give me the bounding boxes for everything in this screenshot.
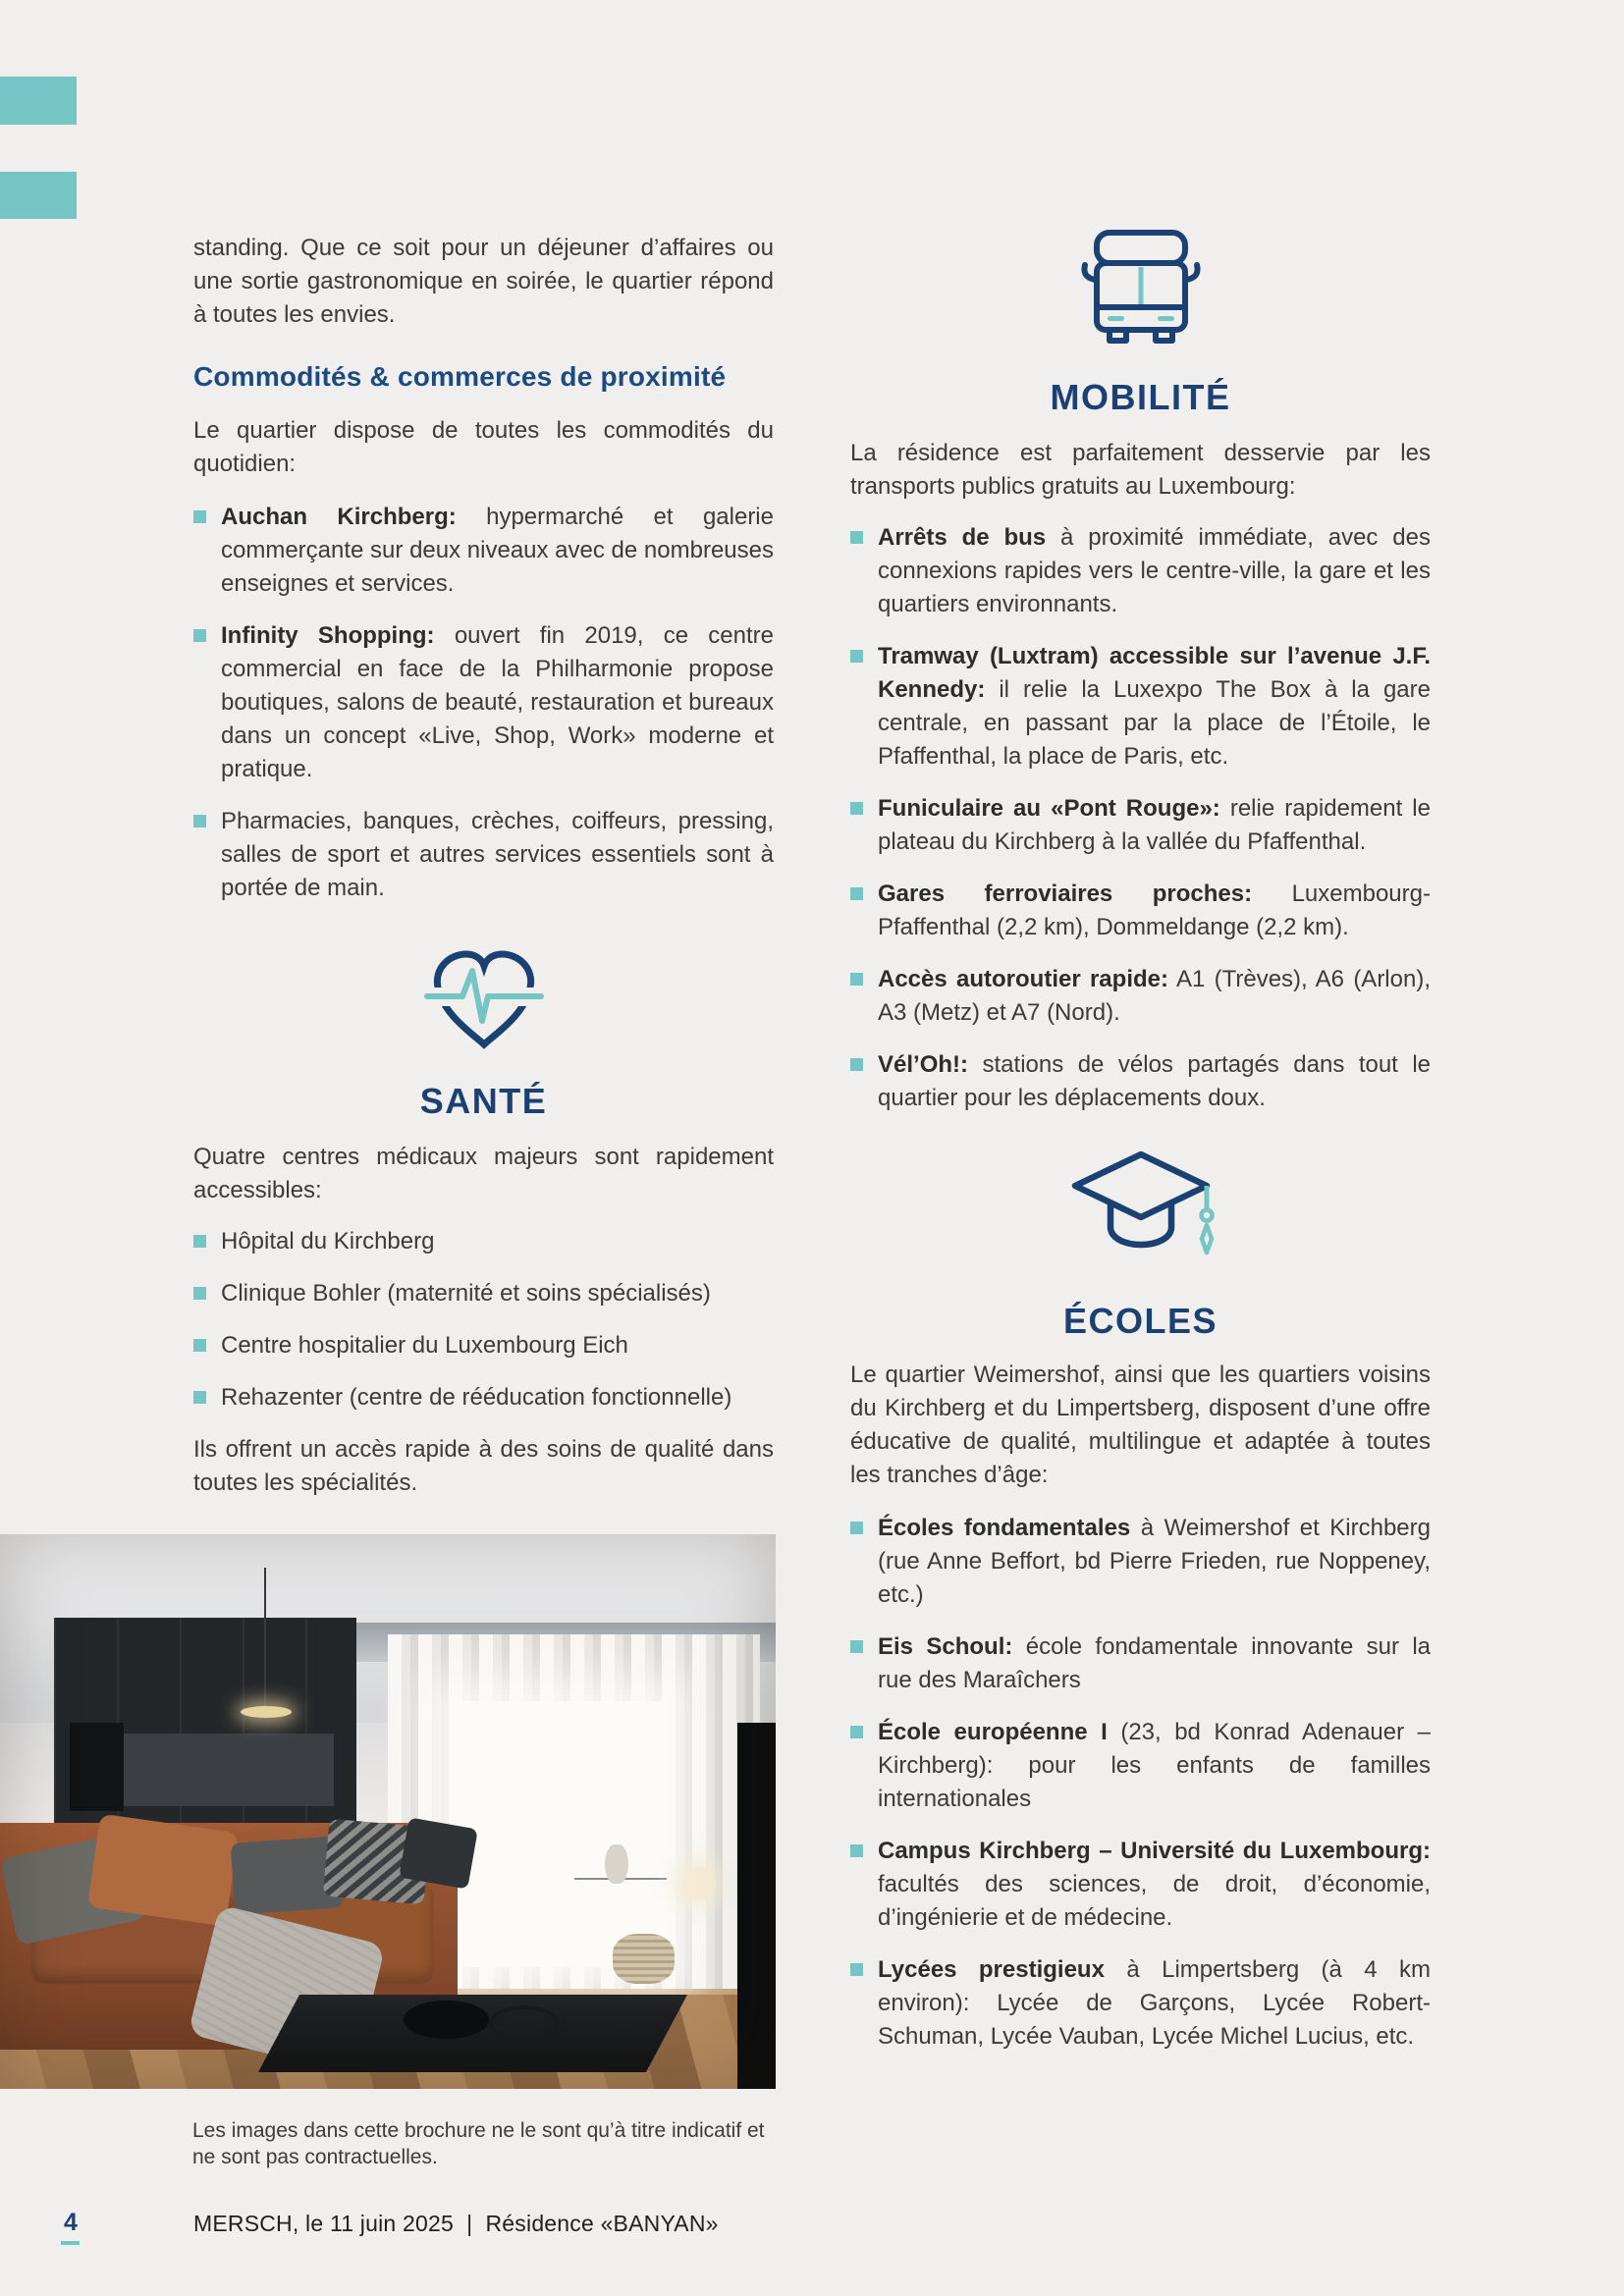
list-item [850, 1716, 1431, 1816]
list-item [193, 501, 774, 601]
list-item-lead: Auchan Kirchberg: [221, 504, 457, 530]
section-title-sante: SANTÉ [419, 1081, 548, 1121]
mobility-icon-row [850, 229, 1431, 348]
intro-paragraph: standing. Que ce soit pour un déjeuner d’affaires ou une sortie gastronomique en soirée, le quartier répond à toutes les envies. [193, 235, 774, 328]
list-item [850, 640, 1431, 774]
teal-decor-bar-bottom [0, 172, 77, 219]
sante-list [193, 1225, 774, 1415]
list-item-lead: Eis Schoul: [878, 1633, 1013, 1660]
section-title-ecoles: ÉCOLES [1062, 1301, 1218, 1341]
photo-vignette [0, 1534, 776, 2089]
list-item-text: Hôpital du Kirchberg [221, 1228, 435, 1255]
section-title-mobilite: MOBILITÉ [1050, 377, 1231, 417]
list-item-text: à Weimershof et Kirchberg (rue Anne Beffort, bd Pierre Frieden, rue Noppeney, etc.) [878, 1515, 1431, 1608]
list-item-lead: Gares ferroviaires proches: [878, 881, 1253, 907]
list-item-lead: Lycées prestigieux [878, 1956, 1105, 1983]
list-item-text: Pharmacies, banques, crèches, coiffeurs, pressing, salles de sport et autres services essentiels sont à portée de main. [221, 808, 774, 901]
list-item-text: à proximité immédiate, avec des connexions rapides vers le centre-ville, la gare et les quartiers environnants. [878, 524, 1432, 617]
right-column [850, 0, 1431, 2054]
list-item-lead: Funiculaire au «Pont Rouge»: [878, 795, 1220, 822]
teal-decor-bar-top [0, 77, 77, 125]
list-item-text: il relie la Luxexpo The Box à la gare centrale, en passant par la place de l’Étoile, le Pfaffenthal, la place de Paris, etc. [878, 676, 1431, 770]
list-item-text: école fondamentale innovante sur la rue des Maraîchers [878, 1633, 1432, 1693]
health-icon-row [193, 942, 774, 1052]
sante-outro: Ils offrent un accès rapide à des soins de qualité dans toutes les spécialités. [193, 1436, 774, 1496]
list-item-lead: Arrêts de bus [878, 524, 1047, 551]
list-item [193, 1329, 774, 1362]
list-item-text: relie rapidement le plateau du Kirchberg à la vallée du Pfaffenthal. [878, 795, 1431, 855]
list-item-lead: Tramway (Luxtram) accessible sur l’avenue J.F. Kennedy: [878, 643, 1431, 703]
list-item [850, 1048, 1431, 1115]
graduation-cap-icon [1067, 1150, 1215, 1258]
list-item [193, 1381, 774, 1415]
list-item-text: hypermarché et galerie commerçante sur deux niveaux avec de nombreuses enseignes et services. [221, 504, 774, 597]
list-item [850, 1630, 1431, 1697]
list-item-text: Luxembourg-Pfaffenthal (2,2 km), Dommeldange (2,2 km). [878, 881, 1431, 940]
list-item-text: Rehazenter (centre de rééducation fonctionnelle) [221, 1384, 732, 1411]
list-item [193, 1277, 774, 1310]
list-item-text: stations de vélos partagés dans tout le quartier pour les déplacements doux. [878, 1051, 1432, 1111]
schools-icon-row [850, 1150, 1431, 1258]
commodites-list [193, 501, 774, 905]
list-item [850, 963, 1431, 1030]
list-item [193, 1225, 774, 1258]
list-item-text: ouvert fin 2019, ce centre commercial en face de la Philharmonie propose boutiques, salons de beauté, restauration et bureaux dans un concept «Live, Shop, Work» moderne et pratique. [221, 622, 774, 782]
heart-pulse-icon [423, 942, 545, 1052]
list-item-text: Clinique Bohler (maternité et soins spécialisés) [221, 1280, 711, 1307]
list-item-lead: Infinity Shopping: [221, 622, 435, 649]
left-column [193, 0, 774, 1500]
commodites-intro: Le quartier dispose de toutes les commodités du quotidien: [193, 417, 774, 477]
list-item [850, 1512, 1431, 1612]
list-item [193, 805, 774, 905]
ecoles-intro: Le quartier Weimershof, ainsi que les quartiers voisins du Kirchberg et du Limpertsberg, disposent d’une offre éducative de qualité, multilingue et adaptée à toutes les tranches d’âge: [850, 1362, 1431, 1488]
list-item-lead: Écoles fondamentales [878, 1515, 1131, 1541]
list-item-lead: Accès autoroutier rapide: [878, 966, 1168, 992]
list-item-text: à Limpertsberg (à 4 km environ): Lycée de Garçons, Lycée Robert-Schuman, Lycée Vauban, Lycée Michel Lucius, etc. [878, 1956, 1432, 2050]
list-item-text: (23, bd Konrad Adenauer – Kirchberg): pour les enfants de familles internationales [878, 1719, 1431, 1812]
list-item [850, 521, 1431, 621]
footer-text: MERSCH, le 11 juin 2025 | Résidence «BANYAN» [193, 2211, 719, 2236]
list-item [850, 1835, 1431, 1935]
page-footer [0, 2208, 1624, 2267]
list-item [850, 878, 1431, 944]
photo-caption: Les images dans cette brochure ne le sont qu’à titre indicatif et ne sont pas contractuelles. [192, 2119, 765, 2168]
list-item [193, 619, 774, 786]
sante-intro: Quatre centres médicaux majeurs sont rapidement accessibles: [193, 1144, 774, 1203]
page-number-underline [61, 2241, 80, 2245]
ecoles-list [850, 1512, 1431, 2054]
list-item-text: Centre hospitalier du Luxembourg Eich [221, 1332, 628, 1359]
commodites-heading: Commodités & commerces de proximité [193, 361, 727, 392]
list-item [850, 1953, 1431, 2054]
mobilite-intro: La résidence est parfaitement desservie par les transports publics gratuits au Luxembourg: [850, 440, 1431, 500]
living-room-photo [0, 1534, 776, 2089]
page-number: 4 [64, 2209, 78, 2236]
list-item [850, 792, 1431, 859]
bus-icon [1077, 229, 1205, 348]
mobilite-list [850, 521, 1431, 1115]
list-item-lead: Campus Kirchberg – Université du Luxembourg: [878, 1838, 1431, 1864]
list-item-text: facultés des sciences, de droit, d’économie, d’ingénierie et de médecine. [878, 1871, 1431, 1931]
list-item-text: A1 (Trèves), A6 (Arlon), A3 (Metz) et A7 (Nord). [878, 966, 1431, 1026]
list-item-lead: Vél’Oh!: [878, 1051, 969, 1078]
list-item-lead: École européenne I [878, 1719, 1108, 1745]
